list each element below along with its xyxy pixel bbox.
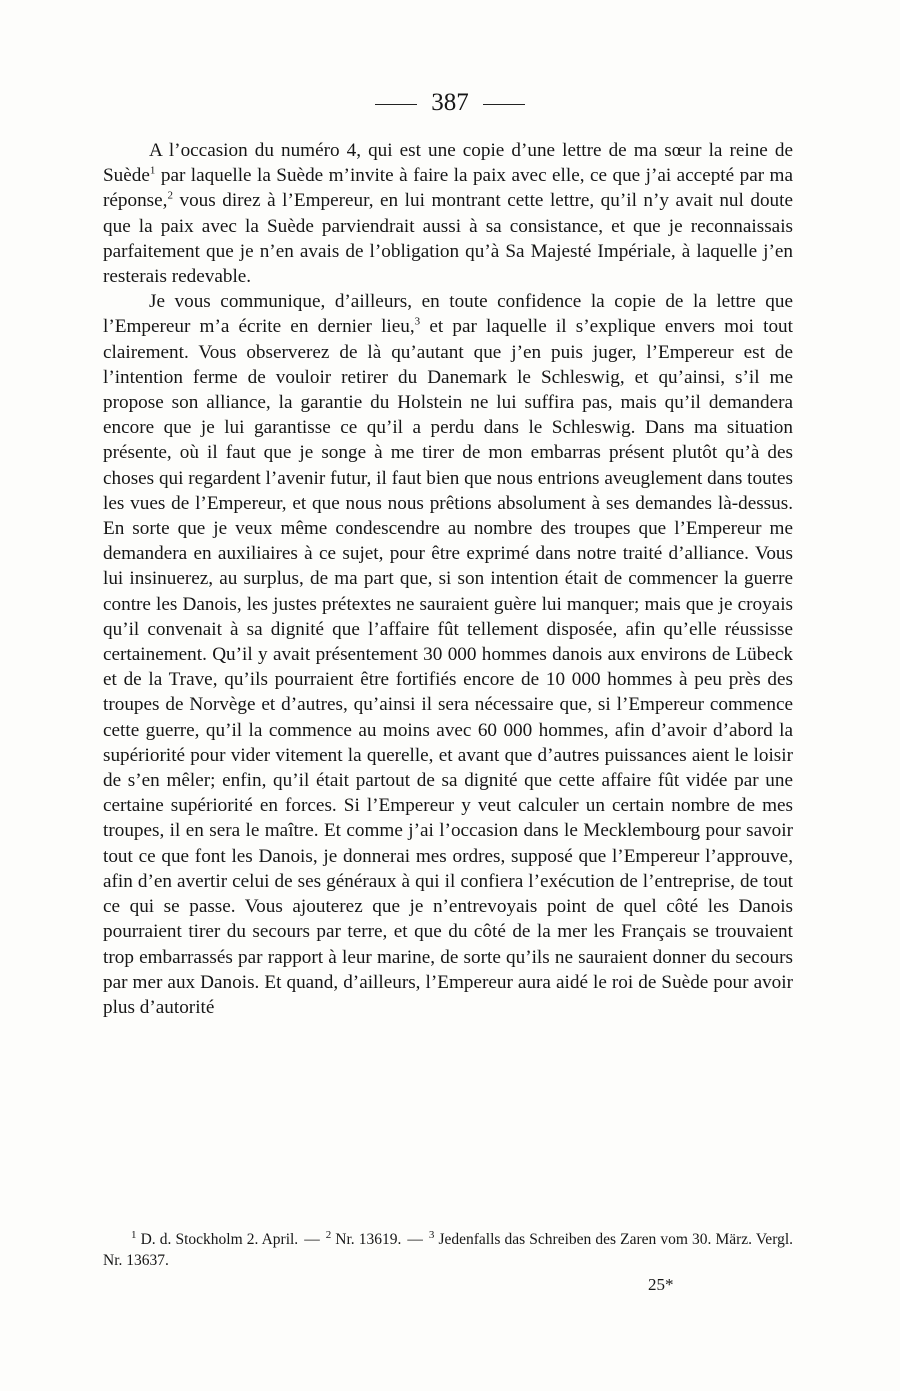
footnote-reference: 2 xyxy=(167,190,173,203)
signature-mark: 25* xyxy=(648,1275,674,1294)
footnote-line xyxy=(103,1229,793,1271)
footnote-text: Nr. 13619. xyxy=(335,1231,402,1248)
footnotes xyxy=(103,1229,793,1271)
paragraph-text: vous direz à l’Empereur, en lui montrant cette lettre, qu’il n’y avait nul doute que la paix avec la Suède parviendrait aussi à sa consistance, et que je reconnaissais parfaitement que je n’en avais de l’obligation qu’à Sa Majesté Impériale, à laquelle j’en resterais redevable. xyxy=(103,190,793,288)
paragraph-text: Je vous communique, d’ailleurs, en toute confidence la copie de la lettre que l’Empereur m’a écrite en dernier lieu, xyxy=(103,291,793,338)
footnote-separator: — xyxy=(304,1231,320,1248)
header-dash-right xyxy=(483,104,525,105)
paragraph-text: et par laquelle il s’explique envers moi tout clairement. Vous observerez de là qu’autant que j’en puis juger, l’Empereur est de l’intention ferme de vouloir retirer du Danemark le Schleswig, et qu’ainsi, s’il me propose son alliance, la garantie du Holstein ne lui suffira pas, mais qu’il demandera encore que je lui garantisse ce qu’il a perdu dans le Schleswig. Dans ma situation présente, où il faut que je songe à me tirer de mon embarras présent plutôt qu’à des choses qui regardent l’avenir futur, il faut bien que nous entrions aveuglement dans toutes les vues de l’Empereur, et que nous nous prêtions absolument à ses demandes là-dessus. En sorte que je veux même condescendre au nombre des troupes que l’Empereur me demandera en auxiliaires à ce sujet, pour être exprimé dans notre traité d’alliance. Vous lui insinuerez, au surplus, de ma part que, si son intention était de commencer la guerre contre les Danois, les justes prétextes ne sauraient guère lui manquer; mais que je croyais qu’il convenait à sa dignité que l’affaire fût tellement disposée, afin qu’elle réussisse certainement. Qu’il y avait présentement 30 000 hommes danois aux environs de Lübeck et de la Trave, qu’ils pourraient être fortifiés encore de 10 000 hommes à peu près des troupes de Norvège et d’autres, qu’ainsi il sera nécessaire que, si l’Empereur commence cette guerre, qu’il la commence au moins avec 60 000 hommes, afin d’avoir d’abord la supériorité pour vider vitement la querelle, et avant que d’autres puissances aient le loisir de s’en mêler; enfin, qu’il était partout de sa dignité que cette affaire fût vidée par une certaine supériorité en forces. Si l’Empereur y veut calculer un certain nombre de mes troupes, il en sera le maître. Et comme j’ai l’occasion dans le Mecklembourg pour savoir tout ce que font les Danois, je donnerai mes ordres, supposé que l’Empereur l’approuve, afin d’en avertir celui de ses généraux à qui il confiera l’exécution de l’entreprise, de tout ce qui se passe. Vous ajouterez que je n’entrevoyais point de quel côté les Danois pourraient tirer du secours par terre, et que du côté de la mer les Français se trouvaient trop embarrassés par rapport à leur marine, de sorte qu’ils ne sauraient donner du secours par mer aux Danois. Et quand, d’ailleurs, l’Empereur aura aidé le roi de Suède pour avoir plus d’autorité xyxy=(103,316,793,1018)
footnote-reference: 3 xyxy=(414,316,421,329)
footnote-text: Jedenfalls das Schreiben des Zaren vom 30. März. Vergl. Nr. 13637. xyxy=(103,1231,794,1269)
footnote-marker: 3 xyxy=(428,1228,435,1241)
body-text xyxy=(103,138,793,1020)
body-paragraph xyxy=(103,138,793,289)
footnote-marker: 2 xyxy=(325,1228,332,1241)
page-number: 387 xyxy=(431,89,469,116)
footnote-marker: 1 xyxy=(131,1228,137,1241)
paragraph-text: par laquelle la Suède m’invite à faire la paix avec elle, ce que j’ai accepté par ma réponse, xyxy=(103,165,793,212)
page-header xyxy=(0,88,900,118)
footnote-text: D. d. Stockholm 2. April. xyxy=(140,1231,299,1248)
paragraph-text: A l’occasion du numéro 4, qui est une copie d’une lettre de ma sœur la reine de Suède xyxy=(103,140,793,187)
footnote-separator: — xyxy=(407,1231,423,1248)
footnote-reference: 1 xyxy=(149,164,156,177)
body-paragraph xyxy=(103,289,793,1020)
header-dash-left xyxy=(375,104,417,105)
